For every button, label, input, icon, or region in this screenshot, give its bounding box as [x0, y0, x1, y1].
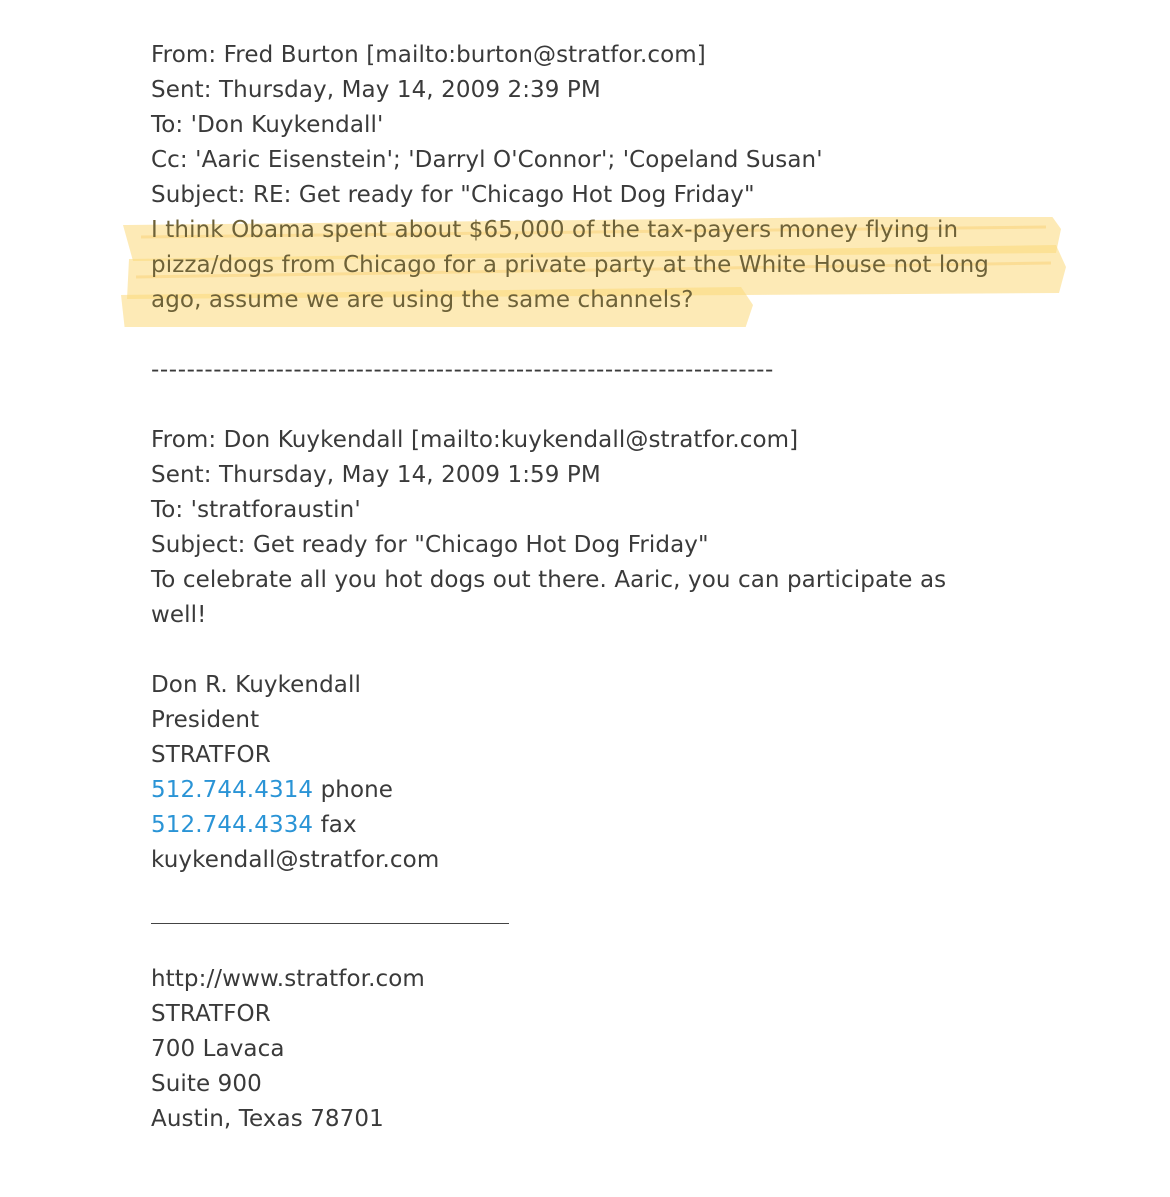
fax-label: fax [313, 812, 357, 838]
footer-url: http://www.stratfor.com [151, 966, 425, 992]
original-from: From: Don Kuykendall [mailto:kuykendall@stratfor.com] [151, 427, 799, 453]
original-subject: Subject: Get ready for "Chicago Hot Dog Friday" [151, 532, 709, 558]
reply-cc: Cc: 'Aaric Eisenstein'; 'Darryl O'Connor'; 'Copeland Susan' [151, 147, 823, 173]
separator-line: ---------------------------------------------------------------------- [151, 357, 774, 383]
signature-fax [151, 808, 1131, 843]
signature-email: kuykendall@stratfor.com [151, 847, 440, 873]
spacer [151, 878, 1131, 913]
phone-link[interactable]: 512.744.4314 [151, 777, 314, 803]
spacer [151, 388, 1131, 423]
reply-body-line: pizza/dogs from Chicago for a private party at the White House not long [151, 252, 989, 278]
signature [151, 668, 1131, 878]
reply-from: From: Fred Burton [mailto:burton@stratfor.com] [151, 42, 706, 68]
original-body [151, 563, 1131, 633]
reply-body-line: ago, assume we are using the same channels? [151, 287, 694, 313]
company-footer [151, 962, 1131, 1137]
original-body-line: well! [151, 602, 207, 628]
email-document [151, 38, 1131, 1137]
spacer [151, 633, 1131, 668]
highlighted-reply-body [151, 213, 1131, 318]
original-sent: Sent: Thursday, May 14, 2009 1:59 PM [151, 462, 601, 488]
reply-body-line: I think Obama spent about $65,000 of the tax-payers money flying in [151, 217, 959, 243]
footer-company: STRATFOR [151, 1001, 271, 1027]
footer-city: Austin, Texas 78701 [151, 1106, 384, 1132]
spacer [151, 948, 1131, 962]
reply-to: To: 'Don Kuykendall' [151, 112, 384, 138]
phone-label: phone [313, 777, 394, 803]
signature-title: President [151, 707, 260, 733]
signature-rule [151, 923, 509, 924]
footer-street: 700 Lavaca [151, 1036, 285, 1062]
reply-subject: Subject: RE: Get ready for "Chicago Hot Dog Friday" [151, 182, 755, 208]
signature-company: STRATFOR [151, 742, 271, 768]
reply-sent: Sent: Thursday, May 14, 2009 2:39 PM [151, 77, 601, 103]
signature-phone [151, 773, 1131, 808]
footer-suite: Suite 900 [151, 1071, 262, 1097]
fax-link[interactable]: 512.744.4334 [151, 812, 314, 838]
signature-name: Don R. Kuykendall [151, 672, 361, 698]
original-header [151, 423, 1131, 563]
original-to: To: 'stratforaustin' [151, 497, 361, 523]
original-body-line: To celebrate all you hot dogs out there. Aaric, you can participate as [151, 567, 947, 593]
reply-header [151, 38, 1131, 213]
